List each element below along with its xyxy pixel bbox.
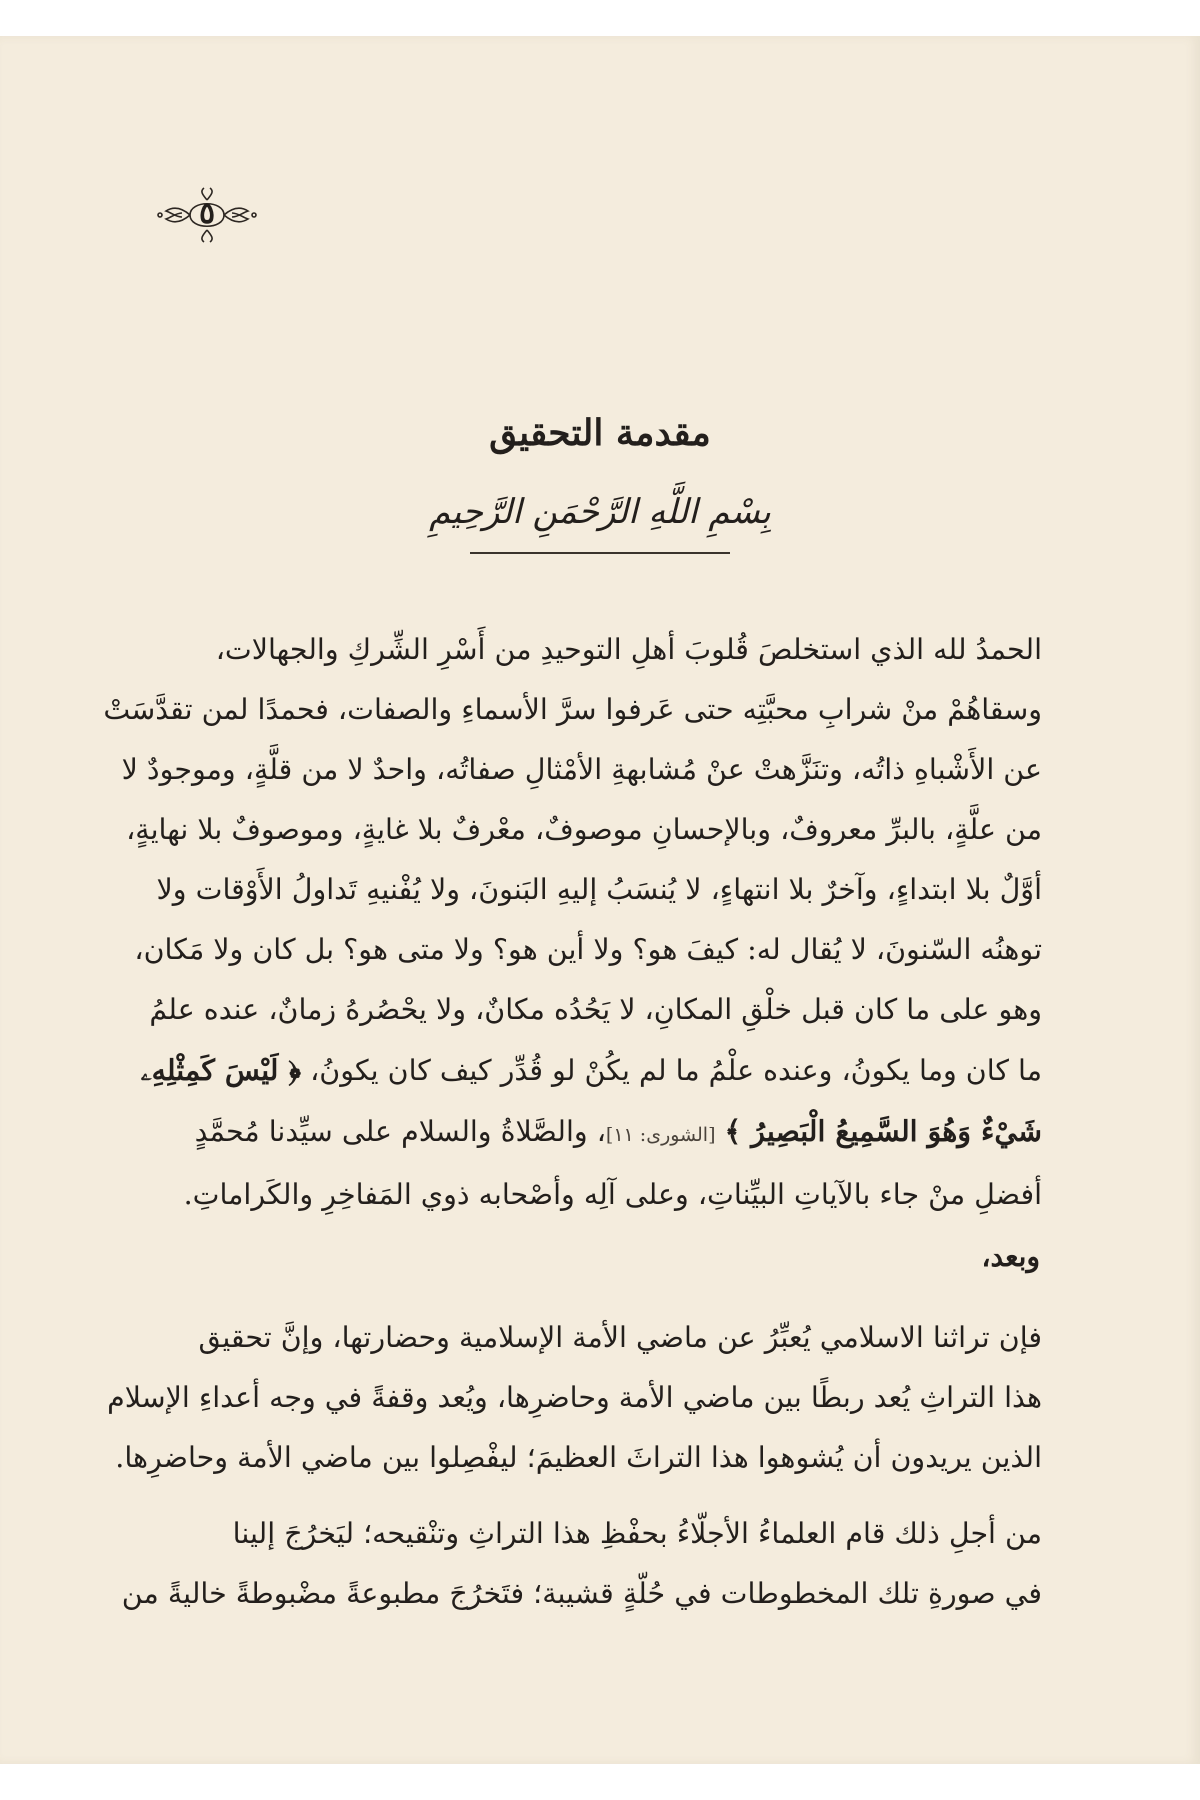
- text-line: [140, 1040, 1042, 1101]
- quran-verse-end: شَيْءٌ وَهُوَ السَّمِيعُ الْبَصِيرُ ﴾: [724, 1114, 1042, 1148]
- text-line-segment: ، والصَّلاةُ والسلام على سيِّدنا مُحمَّدٍ: [194, 1115, 606, 1148]
- paragraph-heritage: [107, 1308, 1042, 1488]
- text-line: في صورةِ تلك المخطوطات في حُلّةٍ قشيبة؛ فتَخرُجَ مطبوعةً مضْبوطةً خاليةً من: [121, 1577, 1042, 1610]
- page-number: ٥: [198, 196, 216, 231]
- text-line: [158, 1101, 1042, 1165]
- paragraph-intro: [103, 620, 1042, 1225]
- text-line: فإن تراثنا الاسلامي يُعبِّرُ عن ماضي الأمة الإسلامية وحضارتها، وإنَّ تحقيق: [198, 1321, 1042, 1354]
- basmala: بِسْمِ اللَّهِ الرَّحْمَنِ الرَّحِيمِ: [429, 492, 771, 532]
- text-line-segment: ما كان وما يكونُ، وعنده علْمُ ما لم يكُنْ لو قُدِّر كيف كان يكونُ،: [310, 1054, 1042, 1087]
- verse-citation: [الشورى: ١١]: [605, 1124, 716, 1146]
- page-title: مقدمة التحقيق: [489, 412, 711, 454]
- basmala-stretch-line: [470, 552, 730, 554]
- text-line: أوَّلٌ بلا ابتداءٍ، وآخرٌ بلا انتهاءٍ، لا يُنسَبُ إليهِ البَنونَ، ولا يُفْنيهِ تَداولُ الأَوْقات ولا: [156, 873, 1042, 906]
- text-line: هذا التراثِ يُعد ربطًا بين ماضي الأمة وحاضرِها، ويُعد وقفةً في وجه أعداءِ الإسلام: [107, 1381, 1042, 1414]
- text-line: الذين يريدون أن يُشوهوا هذا التراثَ العظيمَ؛ ليفْصِلوا بين ماضي الأمة وحاضرِها.: [115, 1441, 1042, 1474]
- paragraph-scholars: [121, 1504, 1042, 1624]
- quran-verse-start: ﴿ لَيْسَ كَمِثْلِهِۦ: [140, 1053, 302, 1087]
- text-line: وهو على ما كان قبل خلْقِ المكانِ، لا يَحُدُه مكانٌ، ولا يحْصُرهُ زمانٌ، عنده علمُ: [149, 993, 1042, 1026]
- text-line: من أجلِ ذلك قام العلماءُ الأجلّاءُ بحفْظِ هذا التراثِ وتنْقيحه؛ ليَخرُجَ إلينا: [232, 1517, 1042, 1550]
- text-line: وسقاهُمْ منْ شرابِ محبَّتِه حتى عَرفوا سرَّ الأسماءِ والصفات، فحمدًا لمن تقدَّسَتْ: [103, 693, 1042, 726]
- section-heading: وبعد،: [981, 1240, 1040, 1273]
- text-line: أفضلِ منْ جاء بالآياتِ البيِّناتِ، وعلى آلِه وأصْحابه ذوي المَفاخِرِ والكَراماتِ.: [183, 1178, 1042, 1211]
- text-line: من علَّةٍ، بالبرِّ معروفٌ، وبالإحسانِ موصوفٌ، معْرفٌ بلا غايةٍ، وموصوفٌ بلا نهايةٍ،: [126, 813, 1042, 846]
- text-line: توهنُه السّنونَ، لا يُقال له: كيفَ هو؟ ولا أين هو؟ ولا متى هو؟ بل كان ولا مَكان،: [134, 933, 1042, 966]
- text-line: عن الأَشْباهِ ذاتُه، وتنَزَّهتْ عنْ مُشابهةِ الأمْثالِ صفاتُه، واحدٌ لا من قلَّةٍ، وموجودٌ لا: [121, 753, 1042, 786]
- text-line: الحمدُ لله الذي استخلصَ قُلوبَ أهلِ التوحيدِ من أَسْرِ الشِّركِ والجهالات،: [215, 633, 1042, 666]
